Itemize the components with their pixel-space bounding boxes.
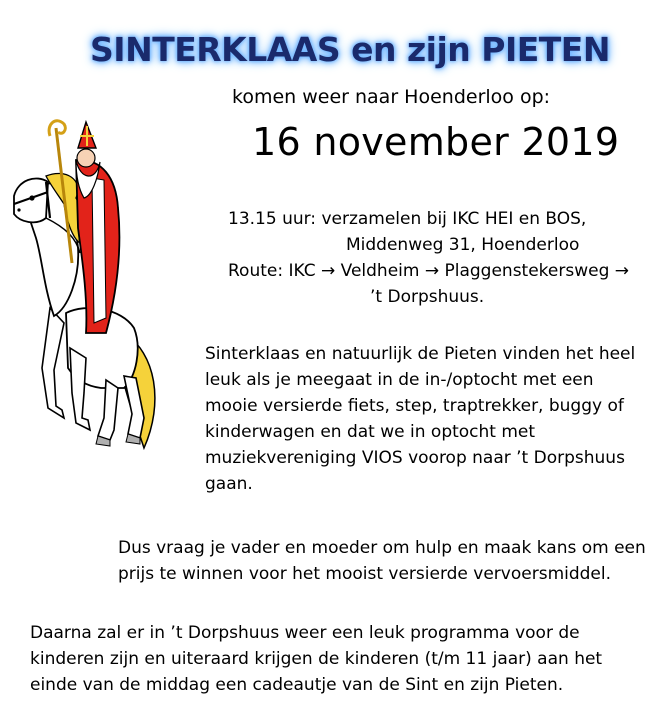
paragraph-1-line: gaan. [205, 474, 253, 494]
paragraph-3-line: Daarna zal er in ’t Dorpshuus weer een leuk programma voor de [30, 623, 580, 643]
paragraph-3-line: kinderen zijn en uiteraard krijgen de kinderen (t/m 11 jaar) aan het [30, 649, 603, 669]
event-date: 16 november 2019 [252, 120, 620, 164]
paragraph-1-line: mooie versierde fiets, step, traptrekker, buggy of [205, 396, 624, 416]
page-title: SINTERKLAAS en zijn PIETEN [90, 30, 610, 69]
route: Route: IKC → Veldheim → Plaggenstekersweg → [228, 261, 630, 281]
paragraph-1-line: muziekvereniging VIOS voorop naar ’t Dorpshuus [205, 448, 625, 468]
meeting-time: 13.15 uur: verzamelen bij IKC HEI en BOS, [228, 209, 587, 229]
route-end: ’t Dorpshuus. [370, 287, 485, 307]
paragraph-2-line: prijs te winnen voor het mooist versierde vervoersmiddel. [118, 564, 612, 584]
paragraph-1-line: kinderwagen en dat we in optocht met [205, 422, 536, 442]
paragraph-1-line: Sinterklaas en natuurlijk de Pieten vinden het heel [205, 344, 636, 364]
subtitle: komen weer naar Hoenderloo op: [232, 86, 551, 108]
sinterklaas-horse-illustration [6, 118, 166, 458]
paragraph-2-line: Dus vraag je vader en moeder om hulp en maak kans om een [118, 538, 646, 558]
paragraph-3-line: einde van de middag een cadeautje van de Sint en zijn Pieten. [30, 675, 564, 695]
paragraph-1-line: leuk als je meegaat in de in-/optocht met een [205, 370, 594, 390]
meeting-address: Middenweg 31, Hoenderloo [346, 235, 580, 255]
